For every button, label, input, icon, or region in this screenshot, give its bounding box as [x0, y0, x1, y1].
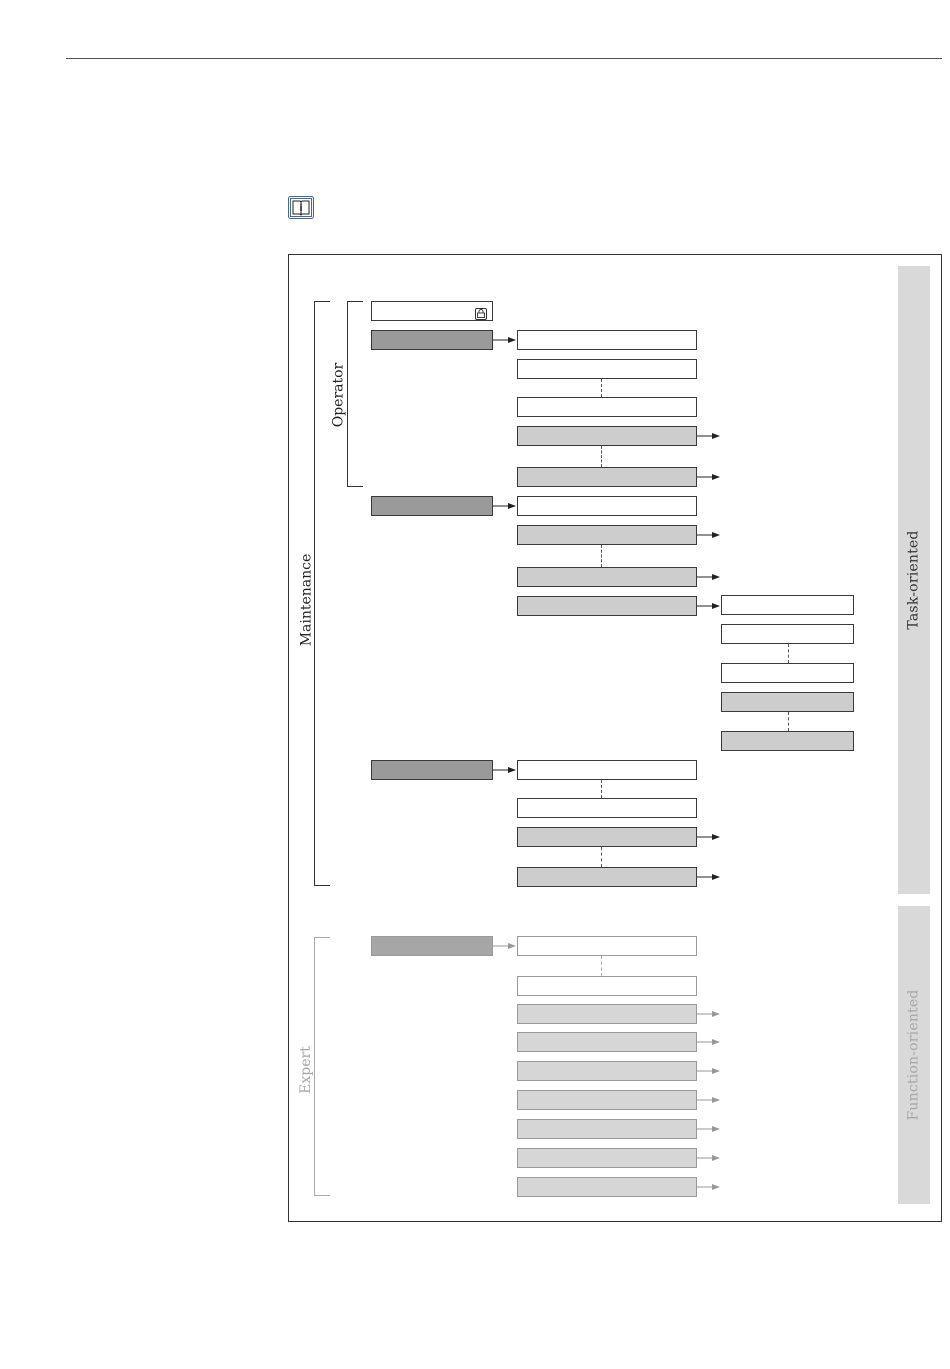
svg-text:i: i [299, 204, 303, 214]
operator-label: Operator [330, 362, 347, 428]
function-oriented-label: Function-oriented [906, 989, 923, 1121]
maintenance-label: Maintenance [298, 553, 314, 647]
task-oriented-label: Task-oriented [906, 530, 922, 630]
expert-label: Expert [298, 1046, 314, 1094]
